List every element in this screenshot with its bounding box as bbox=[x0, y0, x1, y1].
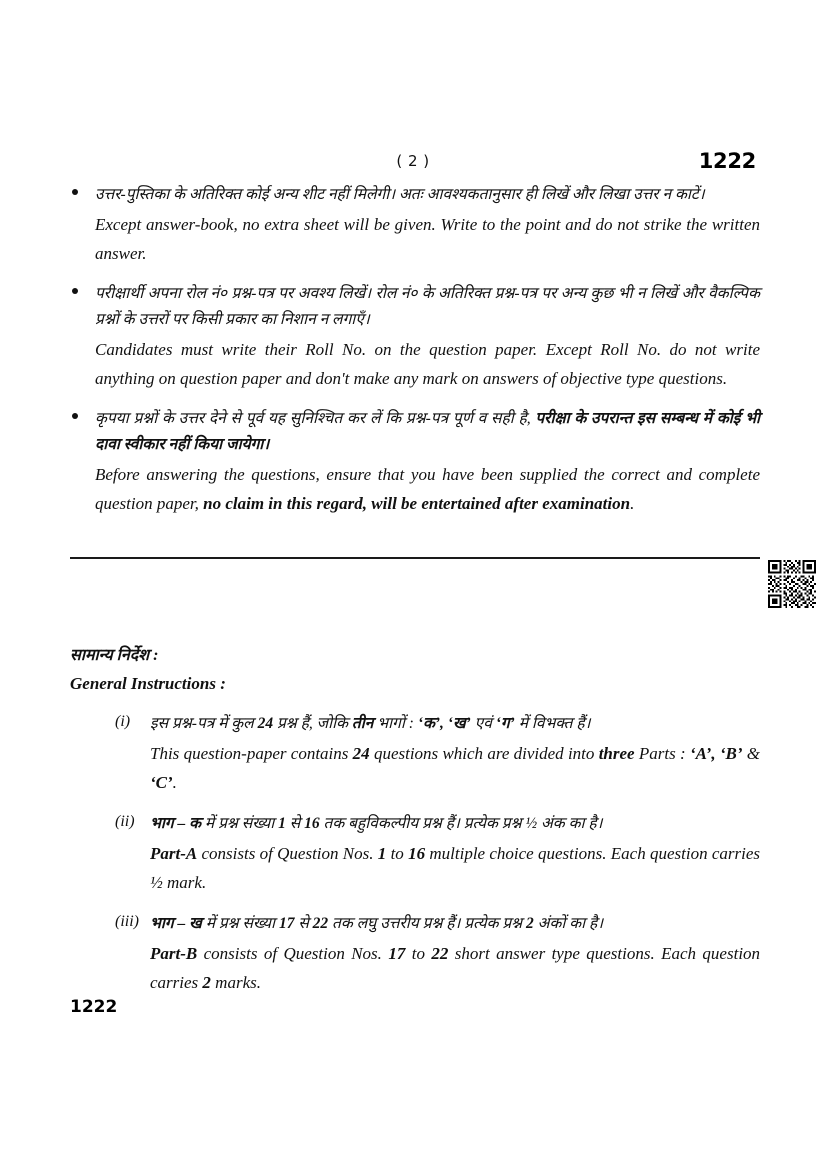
item-english-text bbox=[150, 839, 760, 897]
item-english-parts-count: three bbox=[598, 744, 635, 763]
item-english-seg: to bbox=[411, 944, 425, 963]
item-english-parts-ab: ‘A’, ‘B’ bbox=[689, 744, 743, 763]
item-english-count: 24 bbox=[352, 744, 370, 763]
item-english-seg: Parts : bbox=[638, 744, 686, 763]
general-instruction-item bbox=[70, 811, 760, 897]
item-english-seg: short answer type questions. Each question carries bbox=[150, 944, 761, 992]
item-hindi-part-label: भाग – ख bbox=[150, 915, 202, 932]
item-english-from: 17 bbox=[388, 944, 406, 963]
item-hindi-to: 22 bbox=[312, 915, 329, 932]
item-hindi-seg: तक बहुविकल्पीय प्रश्न हैं। प्रत्येक प्रश्न ½ अंक का है। bbox=[323, 815, 603, 832]
note-english-text: Candidates must write their Roll No. on the question paper. Except Roll No. do not write anything on question paper and don't make any mark on answers of objective type questions. bbox=[95, 340, 760, 388]
item-hindi-seg: में प्रश्न संख्या bbox=[205, 915, 276, 932]
note-hindi-text: परीक्षार्थी अपना रोल नं० प्रश्न-पत्र पर अवश्य लिखें। रोल नं० के अतिरिक्त प्रश्न-पत्र पर अन्य कुछ भी न लिखें और वैकल्पिक प्रश्नों के उत्तरों पर किसी प्रकार का निशान न लगाएँ। bbox=[95, 285, 760, 328]
item-hindi-marks: 2 bbox=[526, 915, 534, 932]
item-hindi-text bbox=[150, 811, 760, 837]
general-instructions-title-hindi: सामान्य निर्देश : bbox=[70, 647, 159, 664]
item-hindi-from: 1 bbox=[278, 815, 286, 832]
item-english-seg: consists of Question Nos. bbox=[201, 844, 374, 863]
bullet-icon bbox=[72, 189, 78, 195]
paper-code-header: 1222 bbox=[698, 149, 756, 173]
item-english-part-label: Part-B bbox=[150, 944, 198, 963]
page-header bbox=[70, 149, 756, 178]
item-hindi-text bbox=[150, 711, 760, 737]
item-hindi-count: 24 bbox=[257, 715, 274, 732]
instruction-note bbox=[70, 406, 760, 518]
note-hindi-text bbox=[95, 406, 760, 458]
note-english-text: Except answer-book, no extra sheet will be given. Write to the point and do not strike the written answer. bbox=[95, 215, 760, 263]
general-instructions-list bbox=[70, 711, 760, 997]
bullet-icon bbox=[72, 413, 78, 419]
item-english-text bbox=[150, 739, 760, 797]
item-english-seg: consists of Question Nos. bbox=[203, 944, 382, 963]
page-number: ( 2 ) bbox=[396, 152, 430, 170]
item-hindi-parts-count: तीन bbox=[351, 715, 374, 732]
item-hindi-to: 16 bbox=[304, 815, 320, 832]
item-hindi-seg: में प्रश्न संख्या bbox=[204, 815, 275, 832]
item-hindi-part-c: ‘ग’ bbox=[495, 715, 515, 732]
item-english-marks: 2 bbox=[202, 973, 211, 992]
item-english-seg: This question-paper contains bbox=[150, 744, 349, 763]
bullet-icon bbox=[72, 288, 78, 294]
item-english-seg: & bbox=[746, 744, 761, 763]
general-instruction-item bbox=[70, 711, 760, 797]
item-english-seg: marks. bbox=[215, 973, 261, 992]
note-english-bold: no claim in this regard, will be entertained after examination bbox=[203, 494, 631, 513]
item-hindi-seg: से bbox=[298, 915, 309, 932]
item-hindi-seg: तक लघु उत्तरीय प्रश्न हैं। प्रत्येक प्रश्न bbox=[332, 915, 523, 932]
note-english-text bbox=[95, 460, 760, 518]
item-hindi-seg: एवं bbox=[474, 715, 492, 732]
note-hindi-text: उत्तर-पुस्तिका के अतिरिक्त कोई अन्य शीट नहीं मिलेगी। अतः आवश्यकतानुसार ही लिखें और लिखा उत्तर न काटें। bbox=[95, 186, 705, 203]
item-hindi-seg: में विभक्त हैं। bbox=[518, 715, 591, 732]
item-english-seg: to bbox=[390, 844, 404, 863]
item-marker: (ii) bbox=[115, 813, 135, 830]
item-english-part-c: ‘C’ bbox=[150, 773, 173, 792]
item-english-to: 22 bbox=[431, 944, 449, 963]
item-hindi-seg: प्रश्न हैं, जोकि bbox=[276, 715, 349, 732]
item-marker: (iii) bbox=[115, 913, 139, 930]
note-hindi-plain: कृपया प्रश्नों के उत्तर देने से पूर्व यह सुनिश्चित कर लें कि प्रश्न-पत्र पूर्ण व सही है, bbox=[95, 410, 531, 427]
item-english-seg: multiple choice questions. Each question carries ½ mark. bbox=[150, 844, 761, 892]
item-hindi-part-label: भाग – क bbox=[150, 815, 202, 832]
general-instructions-section bbox=[70, 644, 760, 1011]
general-instruction-item bbox=[70, 911, 760, 997]
item-hindi-text bbox=[150, 911, 760, 937]
note-english-plain: Before answering the questions, ensure that you have been supplied the correct and complete question paper, bbox=[95, 465, 760, 513]
qr-code bbox=[768, 560, 816, 608]
section-divider bbox=[70, 557, 760, 559]
item-marker: (i) bbox=[115, 713, 131, 730]
item-english-period: . bbox=[172, 773, 177, 792]
note-hindi-bold: परीक्षा के उपरान्त इस सम्बन्ध में कोई भी दावा स्वीकार नहीं किया जायेगा। bbox=[95, 410, 761, 453]
item-english-part-label: Part-A bbox=[150, 844, 198, 863]
footer-paper-code: 1222 bbox=[70, 997, 118, 1017]
item-english-text bbox=[150, 939, 760, 997]
item-hindi-seg: इस प्रश्न-पत्र में कुल bbox=[150, 715, 254, 732]
item-hindi-seg: से bbox=[289, 815, 301, 832]
general-instructions-title-english: General Instructions : bbox=[70, 674, 226, 693]
item-english-seg: questions which are divided into bbox=[373, 744, 595, 763]
note-english-period: . bbox=[630, 494, 635, 513]
instruction-note bbox=[70, 182, 760, 268]
item-hindi-seg: भागों : bbox=[377, 715, 414, 732]
item-english-from: 1 bbox=[377, 844, 387, 863]
item-hindi-seg: अंकों का है। bbox=[537, 915, 604, 932]
item-english-to: 16 bbox=[408, 844, 426, 863]
item-hindi-from: 17 bbox=[278, 915, 295, 932]
instruction-note bbox=[70, 281, 760, 393]
instruction-notes-list bbox=[70, 182, 760, 531]
item-hindi-parts-ab: ‘क’, ‘ख’ bbox=[417, 715, 471, 732]
